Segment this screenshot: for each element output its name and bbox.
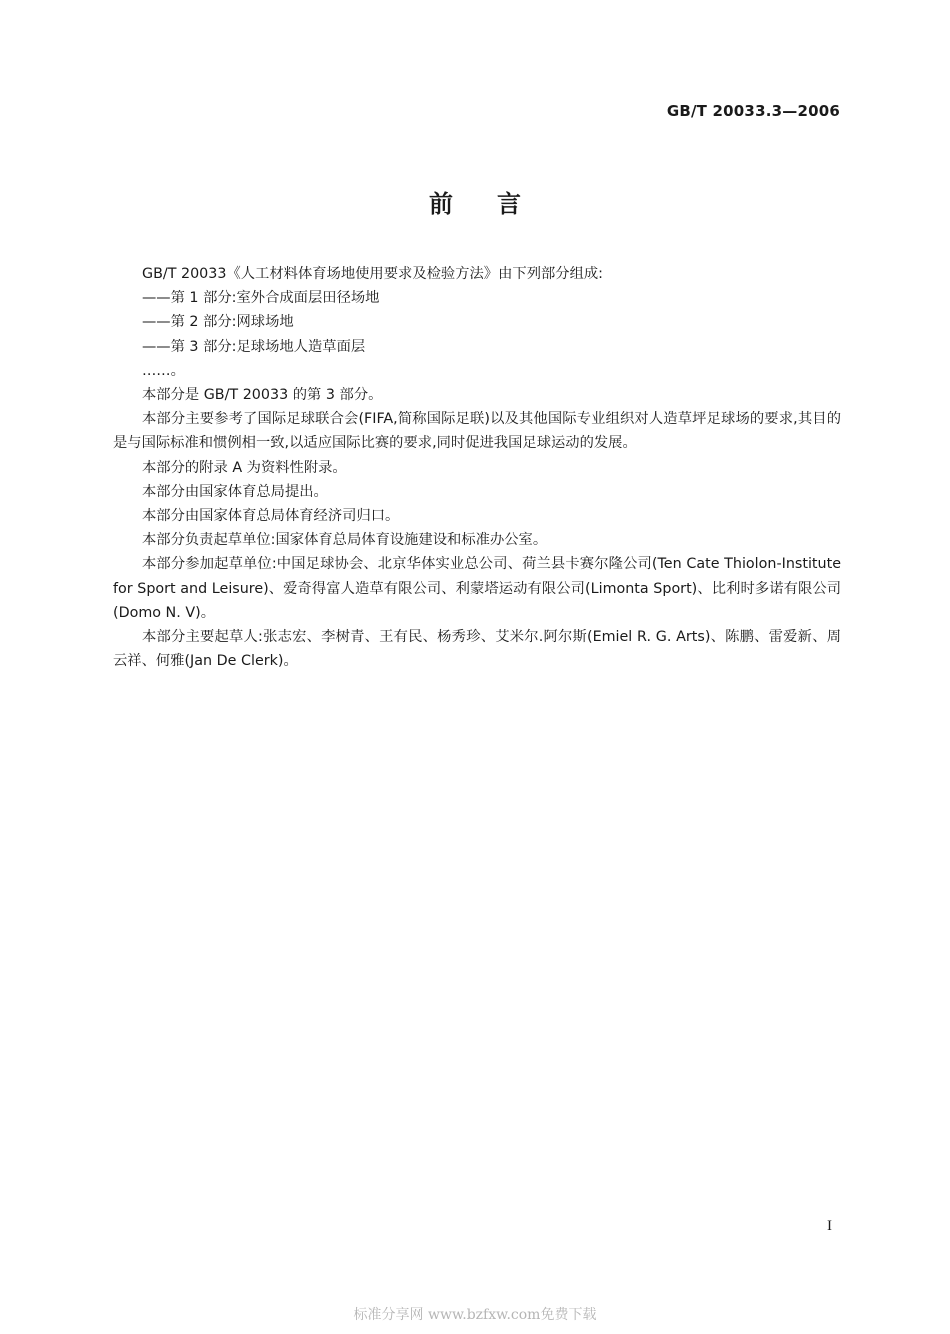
preface-body bbox=[113, 262, 841, 673]
standard-code: GB/T 20033.3—2006 bbox=[666, 102, 840, 120]
paragraph-proposed-by: 本部分由国家体育总局提出。 bbox=[142, 483, 328, 500]
paragraph-part-3: ——第 3 部分:足球场地人造草面层 bbox=[142, 338, 366, 355]
paragraph-part-1: ——第 1 部分:室外合成面层田径场地 bbox=[142, 290, 380, 307]
paragraph-under-jurisdiction: 本部分由国家体育总局体育经济司归口。 bbox=[142, 508, 400, 525]
paragraph-ellipsis: ……。 bbox=[142, 362, 185, 379]
paragraph-drafting-unit: 本部分负责起草单位:国家体育总局体育设施建设和标准办公室。 bbox=[142, 532, 548, 549]
paragraph-references: 本部分主要参考了国际足球联合会(FIFA,简称国际足联)以及其他国际专业组织对人造草坪足球场的要求,其目的是与国际标准和惯例相一致,以适应国际比赛的要求,同时促进我国足球运动的发展。 bbox=[113, 411, 841, 452]
page-number: I bbox=[827, 1218, 832, 1234]
page-title: 前言 bbox=[429, 190, 565, 218]
paragraph-drafters: 本部分主要起草人:张志宏、李树青、王有民、杨秀珍、艾米尔.阿尔斯(Emiel R. G. Arts)、陈鹏、雷爱新、周云祥、何雅(Jan De Clerk)。 bbox=[113, 629, 841, 670]
paragraph-participating-units: 本部分参加起草单位:中国足球协会、北京华体实业总公司、荷兰县卡赛尔隆公司(Ten Cate Thiolon-Institute for Sport and Leisure)、爱奇得富人造草有限公司、利蒙塔运动有限公司(Limonta Sport)、比利时多诺有限公司(Domo N. V)。 bbox=[113, 556, 841, 621]
paragraph-part-2: ——第 2 部分:网球场地 bbox=[142, 314, 294, 331]
paragraph-series-intro: GB/T 20033《人工材料体育场地使用要求及检验方法》由下列部分组成: bbox=[142, 266, 603, 282]
paragraph-this-part: 本部分是 GB/T 20033 的第 3 部分。 bbox=[142, 387, 383, 404]
paragraph-annex: 本部分的附录 A 为资料性附录。 bbox=[142, 459, 347, 476]
watermark: 标准分享网 www.bzfxw.com免费下载 bbox=[353, 1307, 597, 1323]
